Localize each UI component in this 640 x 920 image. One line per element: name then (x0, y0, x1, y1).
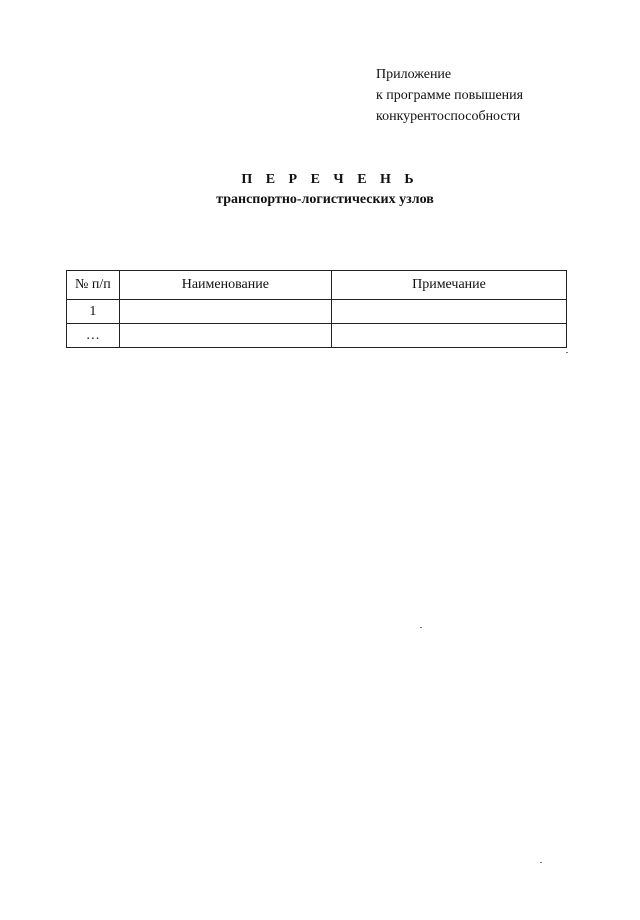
table-row (67, 324, 567, 348)
scan-speck (420, 627, 422, 628)
header-note: Примечание (331, 271, 566, 300)
table-row (67, 300, 567, 324)
row-number: 1 (67, 300, 120, 324)
row-name (119, 324, 331, 348)
nodes-table (66, 270, 567, 348)
header-number: № п/п (67, 271, 120, 300)
document-subtitle: транспортно-логистических узлов (216, 192, 434, 207)
annex-line-3: конкурентоспособности (376, 109, 521, 124)
table-header-row (67, 271, 567, 300)
annex-note (376, 64, 523, 127)
row-number: … (67, 324, 120, 348)
row-note (331, 300, 566, 324)
row-note (331, 324, 566, 348)
annex-line-2: к программе повышения (376, 88, 524, 103)
row-name (119, 300, 331, 324)
scan-speck (566, 352, 568, 353)
document-title: П Е Р Е Ч Е Н Ь (241, 172, 419, 187)
scan-speck (540, 862, 542, 863)
header-name: Наименование (119, 271, 331, 300)
annex-line-1: Приложение (376, 67, 452, 82)
